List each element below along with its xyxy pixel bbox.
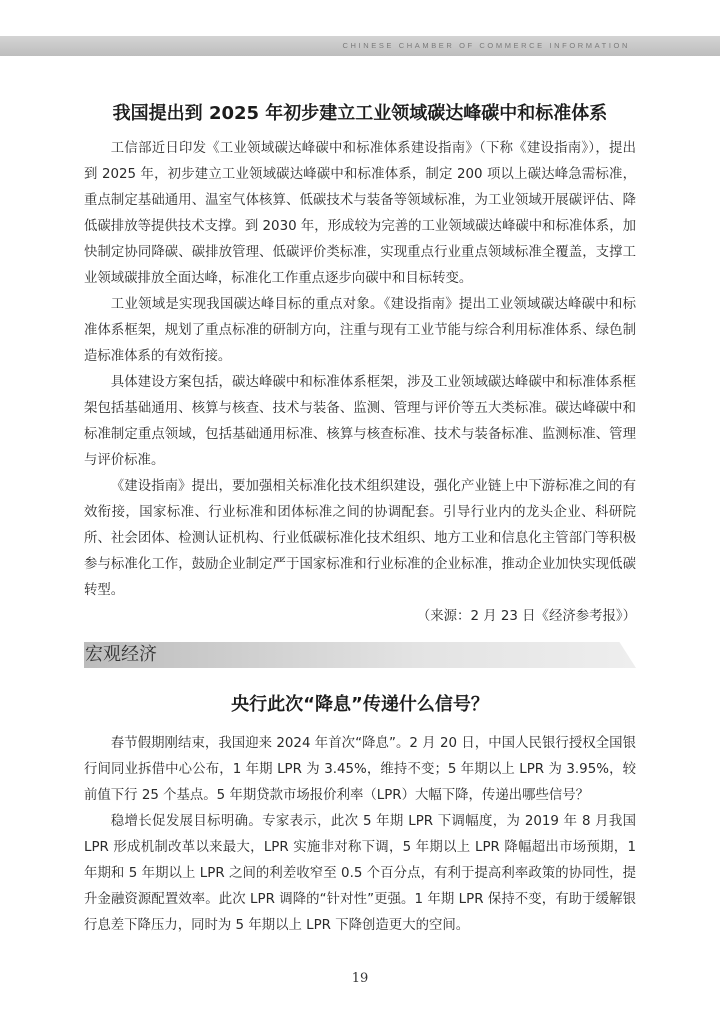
article-paragraph: 工信部近日印发《工业领域碳达峰碳中和标准体系建设指南》（下称《建设指南》），提出到 2025 年，初步建立工业领域碳达峰碳中和标准体系，制定 200 项以上碳达峰急需标准，重点制定基础通用、温室气体核算、低碳技术与装备等领域标准，为工业领域开展碳评估、降低碳排放等提供技术支撑。到 2030 年，形成较为完善的工业领域碳达峰碳中和标准体系，加快制定协同降碳、碳排放管理、低碳评价类标准，实现重点行业重点领域标准全覆盖，支撑工业领域碳排放全面达峰，标准化工作重点逐步向碳中和目标转变。 [84,141,636,286]
section-band [84,642,636,668]
article-paragraph: 春节假期刚结束，我国迎来 2024 年首次“降息”。2 月 20 日，中国人民银行授权全国银行间同业拆借中心公布，1 年期 LPR 为 3.45%，维持不变；5 年期以上 LPR 为 3.95%，较前值下行 25 个基点。5 年期贷款市场报价利率（LPR）大幅下降，传递出哪些信号？ [84,736,636,803]
article-paragraph [84,474,636,630]
article-paragraph: 稳增长促发展目标明确。专家表示，此次 5 年期 LPR 下调幅度，为 2019 年 8 月我国 LPR 形成机制改革以来最大，LPR 实施非对称下调，5 年期以上 LPR 降幅超出市场预期，1 年期和 5 年期以上 LPR 之间的利差收窄至 0.5 个百分点，有利于提高利率政策的协同性，提升金融资源配置效率。此次 LPR 调降的“针对性”更强。1 年期 LPR 保持不变，有助于缓解银行息差下降压力，同时为 5 年期以上 LPR 下降创造更大的空间。 [84,814,636,933]
article-title: 我国提出到 2025 年初步建立工业领域碳达峰碳中和标准体系 [112,103,608,124]
publication-header: CHINESE CHAMBER OF COMMERCE INFORMATION [342,41,630,50]
page-number: 19 [351,971,369,986]
article-title: 央行此次“降息”传递什么信号？ [231,694,489,715]
article-paragraph: 具体建设方案包括，碳达峰碳中和标准体系框架，涉及工业领域碳达峰碳中和标准体系框架包括基础通用、核算与核查、技术与装备、监测、管理与评价等五大类标准。碳达峰碳中和标准制定重点领域，包括基础通用标准、核算与核查标准、技术与装备标准、监测标准、管理与评价标准。 [84,375,636,468]
article-source: （来源：2 月 23 日《经济参考报》） [416,609,636,624]
section-heading: 宏观经济 [85,644,157,665]
article-body [84,136,636,630]
article-body [84,731,636,939]
paragraph-text: 《建设指南》提出，要加强相关标准化技术组织建设，强化产业链上中下游标准之间的有效衔接，国家标准、行业标准和团体标准之间的协调配套。引导行业内的龙头企业、科研院所、社会团体、检测认证机构、行业低碳标准化技术组织、地方工业和信息化主管部门等积极参与标准化工作，鼓励企业制定严于国家标准和行业标准的企业标准，推动企业加快实现低碳转型。 [84,479,636,598]
article-paragraph: 工业领域是实现我国碳达峰目标的重点对象。《建设指南》提出工业领域碳达峰碳中和标准体系框架，规划了重点标准的研制方向，注重与现有工业节能与综合利用标准体系、绿色制造标准体系的有效衔接。 [84,297,636,364]
